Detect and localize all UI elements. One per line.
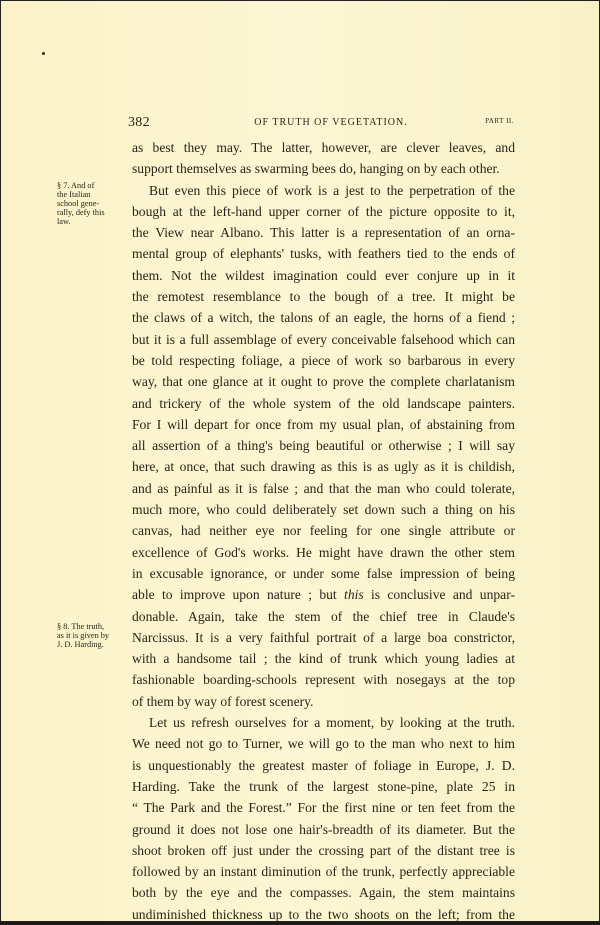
text-line: donable. Again, take the stem of the chief tree in Claude's xyxy=(132,608,515,624)
text-line: excellence of God's works. He might have drawn the other stem xyxy=(132,544,515,560)
text-line: of them by way of forest scenery. xyxy=(132,693,314,709)
text-line: Harding. Take the trunk of the largest stone-pine, plate 25 in xyxy=(132,778,515,794)
text-line: the claws of a witch, the talons of an eagle, the horns of a fiend ; xyxy=(132,310,515,326)
page-number: 382 xyxy=(128,115,150,130)
text-line: as best they may. The latter, however, are clever leaves, and xyxy=(132,140,515,155)
paragraph-start-line: But even this piece of work is a jest to the perpetration of the xyxy=(149,182,515,198)
sidenote-line: rally, defy this xyxy=(57,208,105,217)
text-line: is unquestionably the greatest master of foliage in Europe, J. D. xyxy=(132,757,515,773)
sidenote-line: § 8. The truth, xyxy=(57,622,105,631)
text-line: much more, who could deliberately set down such a thing on his xyxy=(132,502,515,518)
part-label: PART II. xyxy=(485,117,514,125)
text-line: but it is a full assemblage of every conceivable falsehood which can xyxy=(132,331,515,347)
text-segment: able to improve upon nature ; but xyxy=(132,587,337,603)
text-line: fashionable boarding-schools represent with nosegays at the top xyxy=(132,672,515,688)
sidenote-section-8 xyxy=(57,622,129,649)
text-line: bough at the left-hand upper corner of the picture opposite to it, xyxy=(132,203,515,219)
text-line: support themselves as swarming bees do, hanging on by each other. xyxy=(132,161,500,177)
paper-speck xyxy=(42,52,45,55)
text-line: mental group of elephants' tusks, with feathers tied to the ends of xyxy=(132,246,515,262)
text-line: and as painful as it is false ; and that the man who could tolerate, xyxy=(132,480,515,496)
text-line: ground it does not lose one hair's-breadth of its diameter. But the xyxy=(132,821,515,837)
paragraph-start-line: Let us refresh ourselves for a moment, by looking at the truth. xyxy=(149,715,515,731)
text-line: We need not go to Turner, we will go to the man who next to him xyxy=(132,736,515,752)
chapter-title: OF TRUTH OF VEGETATION. xyxy=(254,117,408,128)
sidenote-line: the Italian xyxy=(57,190,91,199)
text-line-with-italic xyxy=(132,584,515,605)
text-line: canvas, had neither eye nor feeling for one single attribute or xyxy=(132,523,515,539)
text-line: Narcissus. It is a very faithful portrait of a large boa constrictor, xyxy=(132,629,515,645)
running-head xyxy=(128,115,514,131)
text-line: in excusable ignorance, or under some false impression of being xyxy=(132,565,515,581)
text-line: them. Not the wildest imagination could ever conjure up in it xyxy=(132,267,515,283)
text-segment: is conclusive and unpar- xyxy=(363,587,515,603)
text-line: followed by an instant diminution of the trunk, perfectly appreciable xyxy=(132,864,515,880)
sidenote-line: law. xyxy=(57,217,71,226)
sidenote-line: § 7. And of xyxy=(57,181,95,190)
text-line: the View near Albano. This latter is a representation of an orna- xyxy=(132,225,515,241)
text-line: “ The Park and the Forest.” For the first nine or ten feet from the xyxy=(132,800,515,816)
italic-emphasis: this xyxy=(344,587,364,603)
sidenote-line: school gene- xyxy=(57,199,100,208)
text-line: way, that one glance at it ought to prove the complete charlatanism xyxy=(132,374,515,390)
text-line: here, at once, that such drawing as this is as ugly as it is childish, xyxy=(132,459,515,475)
text-line: For I will depart for once from my usual plan, of abstaining from xyxy=(132,416,515,432)
text-line: be told respecting foliage, a piece of work so barbarous in every xyxy=(132,352,515,368)
text-line: all assertion of a thing's being beautiful or otherwise ; I will say xyxy=(132,438,515,454)
text-line: and trickery of the whole system of the old landscape painters. xyxy=(132,395,515,411)
text-line: undiminished thickness up to the two shoots on the left; from the xyxy=(132,906,515,922)
body-text xyxy=(132,137,515,925)
text-line: the remotest resemblance to the bough of a tree. It might be xyxy=(132,289,515,305)
text-line: shoot broken off just under the crossing part of the distant tree is xyxy=(132,842,515,858)
sidenote-line: as it is given by xyxy=(57,631,110,640)
text-line: both by the eye and the compasses. Again, the stem maintains xyxy=(132,885,515,901)
sidenote-line: J. D. Harding. xyxy=(57,640,104,649)
sidenote-section-7 xyxy=(57,181,129,226)
text-line: with a handsome tail ; the kind of trunk which young ladies at xyxy=(132,651,515,667)
